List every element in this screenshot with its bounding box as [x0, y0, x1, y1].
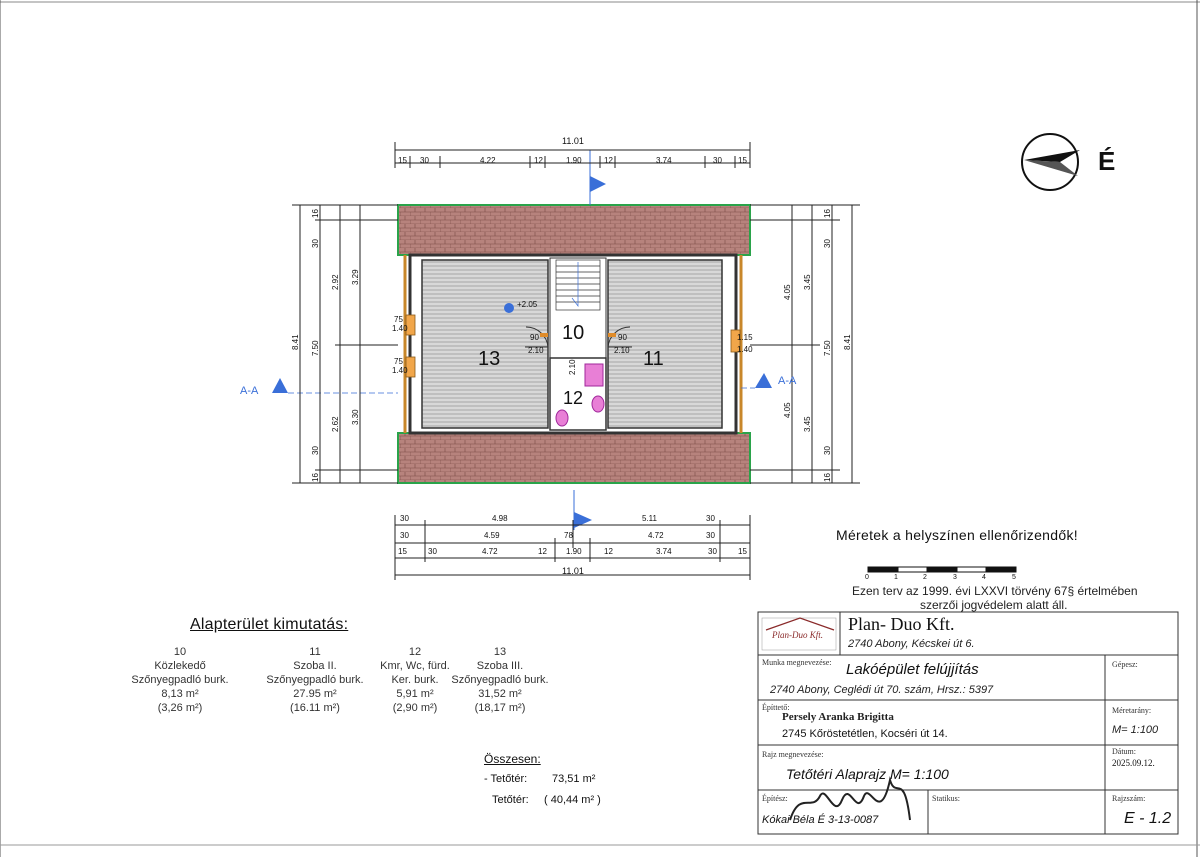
room-10-label: 10: [562, 322, 585, 344]
area-sub: (18,17 m²): [474, 702, 526, 714]
architect-label: Építész:: [762, 794, 788, 803]
area-area: 5,91 m²: [396, 688, 434, 700]
room-13-label: 13: [478, 348, 501, 370]
dim-bottom-segment: 4.72: [482, 547, 498, 556]
door-label: 90: [530, 333, 539, 342]
copyright-line-1: Ezen terv az 1999. évi LXXVI törvény 67§ értelmében: [852, 584, 1138, 598]
date-value: 2025.09.12.: [1112, 758, 1155, 768]
sheet-label: Rajzszám:: [1112, 794, 1146, 803]
dim-right-segment: 3.45: [803, 416, 812, 432]
dim-left-segment: 16: [311, 473, 320, 482]
roof-band-bottom: [398, 433, 750, 483]
scale-tick: 5: [1012, 574, 1016, 581]
dim-right-segment: 3.45: [803, 274, 812, 290]
copyright-line-2: szerzői jogvédelem alatt áll.: [920, 598, 1068, 612]
door-label: 2.10: [568, 359, 577, 375]
dim-bottom-segment: 30: [400, 514, 409, 523]
dim-top-segment: 12: [534, 156, 543, 165]
dim-top-segment: 1.90: [566, 156, 582, 165]
area-name: Kmr, Wc, fürd.: [380, 660, 450, 672]
window-label: 1.40: [392, 324, 408, 333]
area-num: 12: [408, 646, 422, 658]
section-arrow-left-icon: [272, 378, 288, 393]
architect-name: Kókai Béla É 3-13-0087: [762, 814, 879, 826]
scale-tick: 2: [923, 574, 927, 581]
area-sub: (2,90 m²): [392, 702, 438, 714]
drawing-name: Tetőtéri Alaprajz M= 1:100: [786, 766, 949, 782]
dim-left-segment: 3.29: [351, 269, 360, 285]
section-arrow-right-icon: [755, 373, 772, 388]
dim-top-segment: 15: [738, 156, 747, 165]
area-name: Szoba II.: [293, 660, 337, 672]
dim-right-overall: 8.41: [843, 334, 852, 350]
area-total-2-label: Tetőtér:: [492, 794, 529, 806]
area-total-1-value: 73,51 m²: [552, 773, 596, 785]
dim-right-segment: 4.05: [783, 402, 792, 418]
designer-label: Gépesz:: [1112, 660, 1138, 669]
area-num: 13: [493, 646, 507, 658]
graphic-scale-bar: [868, 567, 1016, 572]
dim-top-segment: 12: [604, 156, 613, 165]
level-mark: +2.05: [517, 300, 538, 309]
company-name: Plan- Duo Kft.: [848, 614, 955, 634]
room-11-floor: [608, 260, 722, 428]
window-label: 1.40: [392, 366, 408, 375]
north-label: É: [1098, 146, 1116, 176]
drawing-label: Rajz megnevezése:: [762, 750, 824, 759]
dim-left-segment: 2.92: [331, 274, 340, 290]
area-column-13: [440, 645, 560, 715]
level-marker-icon: [504, 303, 514, 313]
company-address: 2740 Abony, Kécskei út 6.: [848, 638, 975, 650]
dim-left-segment: 16: [311, 209, 320, 218]
project-name: Lakóépület felújjítás: [846, 661, 979, 678]
room-11-label: 11: [643, 348, 664, 370]
dimension-lines-left: [292, 205, 398, 483]
dim-left-segment: 3.30: [351, 409, 360, 425]
area-total-label: Összesen:: [484, 752, 541, 766]
dim-right-segment: 4.05: [783, 284, 792, 300]
area-num: 10: [173, 646, 187, 658]
builder-address: 2745 Kőröstetétlen, Kocséri út 14.: [782, 728, 948, 740]
project-address: 2740 Abony, Ceglédi út 70. szám, Hrsz.: 5397: [770, 684, 994, 696]
room-13-floor: [422, 260, 548, 428]
dim-bottom-segment: 4.59: [484, 531, 500, 540]
scale-tick: 0: [865, 574, 869, 581]
scale-value: M= 1:100: [1112, 724, 1159, 736]
sheet-number: E - 1.2: [1124, 810, 1172, 827]
dim-top-segment: 15: [398, 156, 407, 165]
dim-bottom-overall: 11.01: [562, 566, 584, 576]
area-table-title: Alapterület kimutatás:: [190, 616, 349, 633]
dim-top-segment: 4.22: [480, 156, 496, 165]
scale-tick: 1: [894, 574, 898, 581]
area-floor: Szőnyegpadló burk.: [451, 674, 549, 686]
area-area: 31,52 m²: [478, 688, 522, 700]
dim-right-segment: 16: [823, 209, 832, 218]
scale-tick: 3: [953, 574, 957, 581]
dim-bottom-segment: 12: [538, 547, 547, 556]
dim-top-overall: 11.01: [562, 136, 584, 146]
section-label-left: A-A: [240, 385, 259, 397]
dim-bottom-segment: 30: [706, 514, 715, 523]
dim-right-segment: 7.50: [823, 340, 832, 356]
dim-top-segment: 3.74: [656, 156, 672, 165]
door-label: 90: [618, 333, 627, 342]
dim-bottom-segment: 30: [428, 547, 437, 556]
dim-bottom-segment: 30: [706, 531, 715, 540]
scale-tick: 4: [982, 574, 986, 581]
door-label: 2.10: [528, 346, 544, 355]
window-label: 75: [394, 357, 403, 366]
area-floor: Szőnyegpadló burk.: [266, 674, 364, 686]
room-12-label: 12: [563, 388, 584, 408]
dim-left-overall: 8.41: [291, 334, 300, 350]
dim-bottom-segment: 15: [398, 547, 407, 556]
window-label: 1.40: [737, 345, 753, 354]
area-floor: Ker. burk.: [391, 674, 439, 686]
dim-left-segment: 30: [311, 446, 320, 455]
dim-bottom-segment: 5.11: [642, 514, 657, 523]
dim-bottom-segment: 4.98: [492, 514, 508, 523]
dim-bottom-segment: 30: [708, 547, 717, 556]
date-label: Dátum:: [1112, 747, 1136, 756]
area-total-1-label: - Tetőtér:: [484, 773, 528, 785]
dim-bottom-segment: 3.74: [656, 547, 672, 556]
area-num: 11: [309, 646, 321, 658]
area-area: 27.95 m²: [293, 688, 337, 700]
dim-bottom-segment: 78: [564, 531, 573, 540]
builder-name: Persely Aranka Brigitta: [782, 711, 894, 723]
door-label: 2.10: [614, 346, 630, 355]
roof-band-top: [398, 205, 750, 255]
dim-bottom-segment: 15: [738, 547, 747, 556]
dim-right-segment: 30: [823, 239, 832, 248]
area-area: 8,13 m²: [161, 688, 199, 700]
dim-left-segment: 30: [311, 239, 320, 248]
window-label: 75: [394, 315, 403, 324]
static-label: Statikus:: [932, 794, 961, 803]
dim-left-segment: 7.50: [311, 340, 320, 356]
window-label: 1.15: [737, 333, 753, 342]
area-column-10: [120, 645, 240, 715]
scale-label: Méretarány:: [1112, 706, 1152, 715]
area-sub: (3,26 m²): [157, 702, 203, 714]
area-total-2-value: ( 40,44 m² ): [544, 794, 601, 806]
logo-text: Plan-Duo Kft.: [772, 630, 823, 640]
section-flag-bottom-icon: [574, 490, 592, 530]
dim-bottom-segment: 1.90: [566, 547, 582, 556]
section-label-right: A-A: [778, 375, 797, 387]
area-floor: Szőnyegpadló burk.: [131, 674, 229, 686]
dim-right-segment: 30: [823, 446, 832, 455]
dim-top-segment: 30: [420, 156, 429, 165]
dim-bottom-segment: 30: [400, 531, 409, 540]
verify-note: Méretek a helyszínen ellenőrizendők!: [836, 527, 1078, 543]
dim-top-segment: 30: [713, 156, 722, 165]
dim-bottom-segment: 4.72: [648, 531, 664, 540]
builder-label: Építtető:: [762, 703, 790, 712]
dim-left-segment: 2.62: [331, 416, 340, 432]
area-name: Közlekedő: [154, 660, 206, 672]
area-sub: (16.11 m²): [290, 702, 340, 714]
area-name: Szoba III.: [476, 660, 524, 672]
dim-right-segment: 16: [823, 473, 832, 482]
north-arrow-icon: [1022, 134, 1080, 190]
project-label: Munka megnevezése:: [762, 658, 832, 667]
dim-bottom-segment: 12: [604, 547, 613, 556]
